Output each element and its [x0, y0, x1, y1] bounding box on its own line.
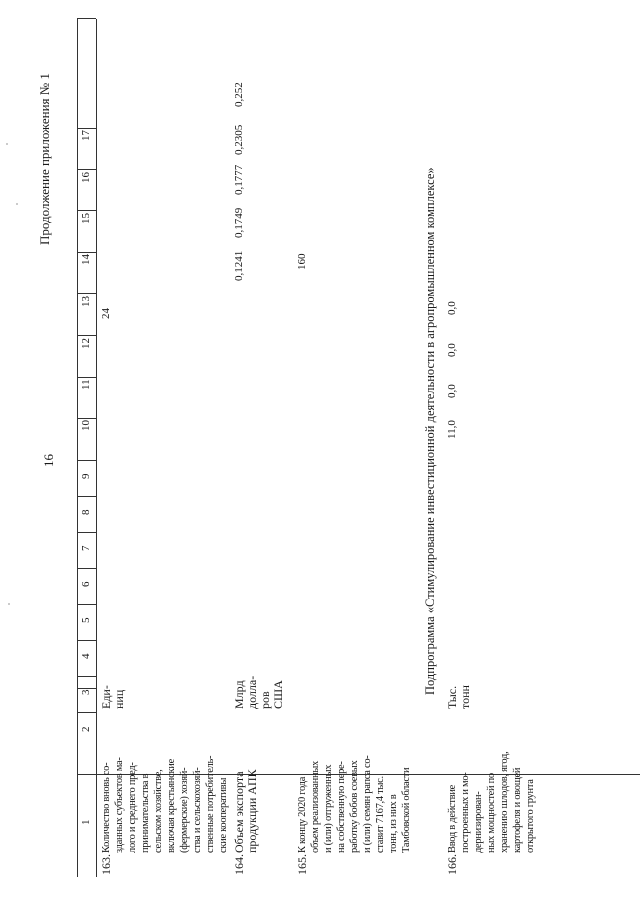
scan-speck [16, 203, 18, 205]
column-header-8: 8 [80, 509, 92, 515]
subprogram-heading: Подпрограмма «Стимулирование инвестиционной деятельности в агропромышленном комплексе» [423, 167, 437, 695]
header-col-divider [77, 377, 96, 378]
header-col-divider [77, 676, 96, 677]
row-165-name-line: К концу 2020 года [297, 776, 308, 853]
row-164-name-line: Объем экспорта [232, 771, 246, 853]
column-header-17: 17 [80, 130, 92, 141]
row-164-unit-line: ров [258, 691, 272, 709]
row-164-col13-value: 0,1749 [233, 207, 245, 238]
row-166-unit [446, 685, 472, 709]
row-164-unit-line: Млрд [232, 680, 246, 709]
header-col-divider [77, 496, 96, 497]
column-header-5: 5 [80, 617, 92, 623]
row-163-unit-line: Еди- [99, 685, 113, 709]
column-header-11: 11 [80, 379, 92, 390]
row-165-col12-value: 160 [296, 253, 308, 270]
row-163-name-line: лого и среднего пред- [127, 762, 138, 853]
header-col-divider [77, 210, 96, 211]
row-164-unit [233, 676, 285, 709]
header-col-divider [77, 128, 96, 129]
row-166-name-line: Ввод в действие [447, 785, 458, 853]
row-163-unit-line: ниц [112, 689, 126, 709]
header-right-border [77, 18, 96, 19]
continuation-title: Продолжение приложения № 1 [37, 73, 52, 245]
row-163-name-line: ства и сельскохозяй- [192, 767, 203, 853]
header-bottom-border [96, 19, 97, 877]
row-163-name-line: зданных субъектов ма- [114, 757, 125, 853]
row-166-name [446, 752, 537, 853]
column-header-2: 2 [80, 726, 92, 732]
row-166-unit-line: Тыс. [445, 685, 459, 709]
header-col-divider [77, 169, 96, 170]
column-header-1: 1 [80, 819, 92, 825]
header-col-divider [77, 640, 96, 641]
row-164-number: 164. [232, 854, 246, 875]
header-col-divider [77, 418, 96, 419]
row-165-name-line: и (или) семян рапса со- [362, 755, 373, 853]
row-164-unit-line: США [271, 680, 285, 709]
row-166-col11-value: 0,0 [446, 343, 458, 357]
row-164-name-line: продукции АПК [245, 769, 259, 853]
row-166-name-line: картофеля и овощей [512, 767, 523, 853]
row-164-col14-value: 0,1777 [233, 164, 245, 195]
row-166-name-line: построенных и мо- [460, 772, 471, 853]
row-163-unit [100, 685, 126, 709]
column-header-16: 16 [80, 172, 92, 183]
column-header-4: 4 [80, 653, 92, 659]
row-165-name-line: объем реализованных [310, 761, 321, 853]
row-165-name-line: и (или) отгруженных [323, 764, 334, 853]
header-col-divider [77, 568, 96, 569]
header-col-divider [77, 532, 96, 533]
row-165-name-line: работку бобов соевых [349, 760, 360, 853]
row-164-name [233, 769, 259, 853]
row-163-name-line: ские кооперативы [218, 777, 229, 853]
row-165-number: 165. [295, 854, 309, 875]
row-165-name-line: ставит 7167,4 тыс. [375, 776, 386, 853]
header-col-divider [77, 293, 96, 294]
header-col-divider [77, 252, 96, 253]
row-163-name-line: ственные потребитель- [205, 755, 216, 853]
column-header-9: 9 [80, 473, 92, 479]
row-164-col12-value: 0,1241 [233, 250, 245, 281]
scan-speck [6, 143, 8, 145]
column-header-12: 12 [80, 338, 92, 349]
row-166-col9-value: 11,0 [446, 420, 458, 439]
row-166-name-line: открытого грунта [525, 779, 536, 853]
row-164-col16-value: 0,252 [233, 82, 245, 107]
table-top-border [77, 19, 78, 877]
scan-speck [8, 603, 10, 605]
row-165-name-line: на собственную пере- [336, 761, 347, 853]
row-166-number: 166. [445, 854, 459, 875]
row-163-name-line: включая крестьянские [166, 759, 177, 853]
row-165-name-line: Тамбовской области [401, 767, 412, 853]
header-col-divider [77, 712, 96, 713]
row-163-name-line: (фермерские) хозяй- [179, 767, 190, 853]
row-163-name-line: принимательства в [140, 773, 151, 853]
row-164-unit-line: долла- [245, 675, 259, 709]
row-166-col10-value: 0,0 [446, 384, 458, 398]
row-163-name-line: сельском хозяйстве, [153, 769, 164, 853]
row-166-name-line: хранению шлодов, ягод, [499, 751, 510, 853]
header-col-divider [77, 604, 96, 605]
column-header-13: 13 [80, 296, 92, 307]
row-163-number: 163. [99, 854, 113, 875]
column-header-3: 3 [80, 689, 92, 695]
row-166-name-line: дернизирован- [473, 791, 484, 853]
row-166-name-line: ных мощностей по [486, 773, 497, 853]
row-163-col11-value: 24 [100, 308, 112, 319]
row-165-name [296, 756, 413, 853]
row-164-col15-value: 0,2305 [233, 124, 245, 155]
column-header-7: 7 [80, 545, 92, 551]
column-header-10: 10 [80, 420, 92, 431]
header-col-divider [77, 460, 96, 461]
header-col-divider [77, 335, 96, 336]
column-header-15: 15 [80, 213, 92, 224]
row-166-col12-value: 0,0 [446, 301, 458, 315]
page-number: 16 [41, 454, 56, 467]
row-166-unit-line: тонн [458, 685, 472, 709]
column-header-14: 14 [80, 254, 92, 265]
row-165-name-line: тонн, из них в [388, 794, 399, 853]
row-163-name [100, 756, 230, 853]
column-header-6: 6 [80, 581, 92, 587]
row-163-name-line: Количество вновь со- [101, 762, 112, 853]
